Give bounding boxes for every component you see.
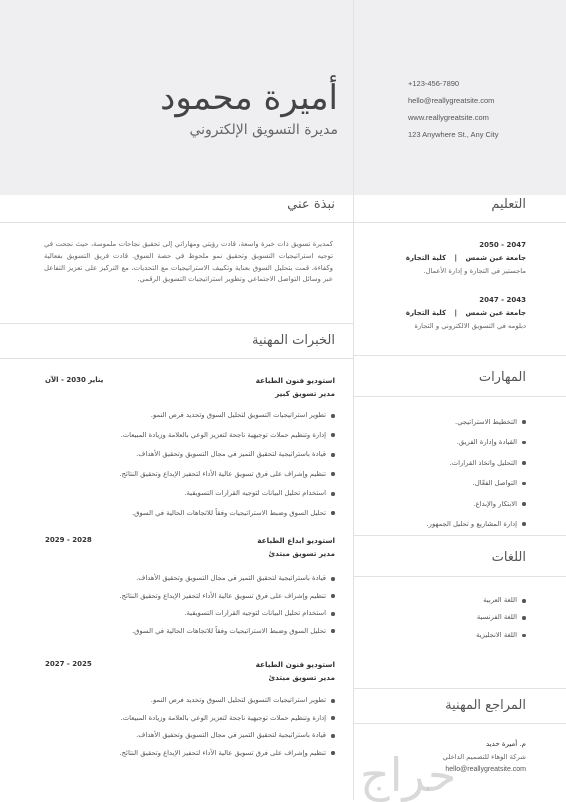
- reference-company: شركة الوهاء للتصميم الداخلي: [442, 753, 526, 761]
- experience-title: الخبرات المهنية: [252, 333, 335, 348]
- experience-divider: [0, 358, 353, 359]
- list-item: تطوير استراتيجيات التسويق لتحليل السوق وتحديد فرص النمو.: [45, 692, 335, 710]
- education-title: التعليم: [491, 197, 526, 212]
- experience-bullets: [45, 406, 335, 523]
- skill-item: التحليل واتخاذ القرارات.: [372, 453, 526, 473]
- references-top-divider: [354, 688, 566, 689]
- contact-email[interactable]: hello@reallygreatsite.com: [408, 96, 495, 105]
- list-item: استخدام تحليل البيانات لتوجيه القرارات التسويقية.: [45, 605, 335, 623]
- list-item: استخدام تحليل البيانات لتوجيه القرارات التسويقية.: [45, 484, 335, 504]
- experience-position: مدير تسويق مبتدئ: [268, 673, 335, 682]
- education-university: جامعة عين شمس: [465, 309, 526, 317]
- references-divider: [354, 723, 566, 724]
- education-university: جامعة عين شمس: [465, 254, 526, 262]
- contact-address: 123 Anywhere St., Any City: [408, 130, 499, 139]
- education-university-line: [372, 254, 526, 267]
- education-university-line: [372, 309, 526, 322]
- references-title: المراجع المهنية: [445, 698, 526, 713]
- education-date: 2047 - 2050: [479, 241, 526, 249]
- skill-item: الابتكار والإبداع.: [372, 494, 526, 514]
- experience-date: 2025 - 2027: [45, 660, 92, 668]
- experience-item: [45, 660, 335, 762]
- contact-phone: +123-456-7890: [408, 79, 460, 88]
- list-item: تحليل السوق وضبط الاستراتيجيات وفقاً للاتجاهات الحالية في السوق.: [45, 623, 335, 641]
- list-item: تنظيم وإشراف على فرق تسويق عالية الأداء لتحفيز الإبداع وتحقيق النتائج.: [45, 745, 335, 763]
- experience-company: استوديو ابداع الطباعة: [257, 536, 335, 545]
- contact-website[interactable]: www.reallygreatsite.com: [408, 113, 489, 122]
- about-text: كمديرة تسويق ذات خبرة واسعة، قادت رؤيتي ومهاراتي إلى تحقيق نجاحات ملموسة، حيث نجحت في توجيه استراتيجيات التسويق وتحقيق نمو ملحوظ في حصة السوق. قادت فريق التسويق بفعالية وكفاءة، قمت بتحليل السوق بعناية وتكييف الاستراتيجيات مع التحديات، مع التركيز على تعزيز التفاعل عبر وسائل التواصل الاجتماعي وتطوير استراتيجيات التسويق الرقمي.: [44, 240, 333, 284]
- experience-top-divider: [0, 323, 353, 324]
- list-item: تنظيم وإشراف على فرق تسويق عالية الأداء لتحفيز الإبداع وتحقيق النتائج.: [45, 588, 335, 606]
- experience-bullets: [45, 570, 335, 640]
- language-item: اللغة الانجليزية: [372, 627, 526, 644]
- education-degree: دبلومه في التسويق الالكتروني و التجارة: [414, 322, 526, 330]
- experience-position: مدير تسويق مبتدئ: [268, 549, 335, 558]
- skills-list: [372, 412, 526, 534]
- candidate-name: أميرة محمود: [160, 78, 338, 118]
- about-title: نبذة عني: [287, 197, 335, 212]
- education-faculty: كلية التجارة: [405, 254, 447, 262]
- experience-date: يناير 2030 - الآن: [45, 376, 104, 384]
- education-date: 2043 - 2047: [479, 296, 526, 304]
- language-item: اللغة العربية: [372, 592, 526, 609]
- skill-item: إدارة المشاريع و تحليل الجمهور.: [372, 514, 526, 534]
- list-item: تحليل السوق وضبط الاستراتيجيات وفقاً للاتجاهات الحالية في السوق.: [45, 504, 335, 524]
- experience-item: [45, 536, 335, 640]
- list-item: تنظيم وإشراف على فرق تسويق عالية الأداء لتحفيز الإبداع وتحقيق النتائج.: [45, 465, 335, 485]
- column-divider: [353, 0, 354, 800]
- experience-date: 2028 - 2029: [45, 536, 92, 544]
- skills-top-divider: [354, 355, 566, 356]
- education-separator: |: [454, 254, 458, 262]
- list-item: قيادة باستراتيجية لتحقيق التميز في مجال التسويق وتحقيق الأهداف.: [45, 727, 335, 745]
- skill-item: القيادة وإدارة الفريق.: [372, 432, 526, 452]
- languages-title: اللغات: [491, 550, 526, 565]
- languages-divider: [354, 576, 566, 577]
- list-item: إدارة وتنظيم حملات توجيهية ناجحة لتعزيز الوعي بالعلامة وزيادة المبيعات.: [45, 710, 335, 728]
- list-item: تطوير استراتيجيات التسويق لتحليل السوق وتحديد فرص النمو.: [45, 406, 335, 426]
- experience-item: [45, 376, 335, 523]
- experience-position: مدير تسويق كبير: [275, 389, 335, 398]
- candidate-role: مديرة التسويق الإلكتروني: [189, 122, 338, 138]
- languages-top-divider: [354, 535, 566, 536]
- about-divider: [0, 222, 353, 223]
- skills-divider: [354, 396, 566, 397]
- education-degree: ماجستير في التجارة و إدارة الأعمال.: [423, 267, 526, 275]
- list-item: إدارة وتنظيم حملات توجيهية ناجحة لتعزيز الوعي بالعلامة وزيادة المبيعات.: [45, 426, 335, 446]
- reference-name: م. أميرة حديد: [486, 740, 526, 748]
- language-item: اللغة الفرنسية: [372, 609, 526, 626]
- education-divider: [354, 222, 566, 223]
- experience-company: استوديو فنون الطباعة: [255, 660, 335, 669]
- education-separator: |: [454, 309, 458, 317]
- languages-list: [372, 592, 526, 644]
- education-faculty: كلية التجارة: [405, 309, 447, 317]
- reference-email[interactable]: hello@reallygreatsite.com: [445, 766, 526, 773]
- watermark-logo: حراج: [360, 748, 457, 802]
- skill-item: التخطيط الاستراتيجي.: [372, 412, 526, 432]
- education-item: [372, 296, 526, 330]
- skills-title: المهارات: [478, 370, 526, 385]
- experience-company: استوديو فنون الطباعة: [255, 376, 335, 385]
- experience-bullets: [45, 692, 335, 762]
- skill-item: التواصل الفعّال.: [372, 473, 526, 493]
- list-item: قيادة باستراتيجية لتحقيق التميز في مجال التسويق وتحقيق الأهداف.: [45, 570, 335, 588]
- education-item: [372, 241, 526, 275]
- list-item: قيادة باستراتيجية لتحقيق التميز في مجال التسويق وتحقيق الأهداف.: [45, 445, 335, 465]
